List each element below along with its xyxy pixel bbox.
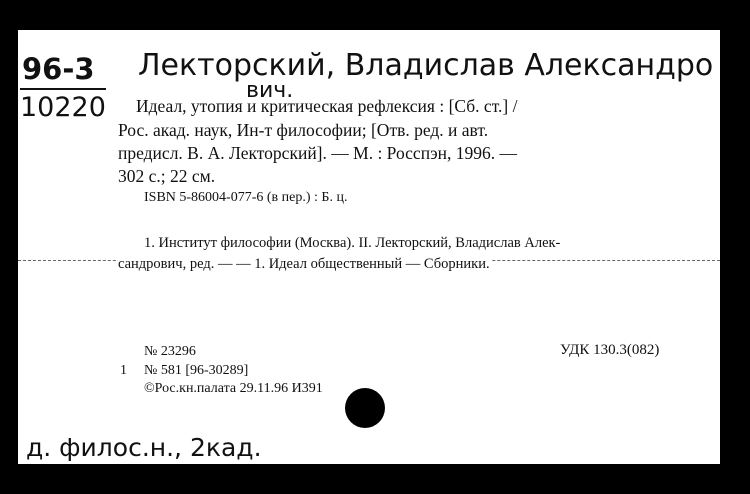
handwritten-author-cont: вич. — [246, 78, 294, 103]
handwritten-author: Лекторский, Владислав Александро — [138, 48, 714, 83]
catalog-card — [18, 30, 720, 464]
udk: УДК 130.3(082) — [560, 342, 660, 358]
book-chamber-stamp: ©Рос.кн.палата 29.11.96 И391 — [144, 381, 323, 396]
subjects-line-1: 1. Институт философии (Москва). II. Лекторский, Владислав Алек- — [144, 235, 561, 251]
handwritten-note: д. филос.н., 2кад. — [26, 433, 262, 462]
record-line-4: 302 с.; 22 см. — [118, 166, 216, 186]
record-line-2: Рос. акад. наук, Ин-т философии; [Отв. ред. и авт. — [118, 120, 489, 140]
registration-number: № 581 [96-30289] — [144, 363, 249, 378]
record-number: № 23296 — [144, 344, 196, 359]
shelf-code-underline — [20, 88, 106, 90]
inventory-number: 10220 — [20, 92, 106, 123]
record-line-3: предисл. В. А. Лекторский]. — М. : Росспэн, 1996. — — [118, 143, 517, 163]
copies-count: 1 — [120, 363, 127, 378]
punch-hole — [345, 388, 385, 428]
subjects-line-2: сандрович, ред. — — 1. Идеал общественный — Сборники. — [118, 256, 490, 272]
isbn: ISBN 5-86004-077-6 (в пер.) : Б. ц. — [144, 190, 348, 205]
shelf-code: 96-3 — [22, 52, 95, 86]
record-title: Идеал, утопия и критическая рефлексия : [Сб. ст.] / — [136, 96, 518, 116]
